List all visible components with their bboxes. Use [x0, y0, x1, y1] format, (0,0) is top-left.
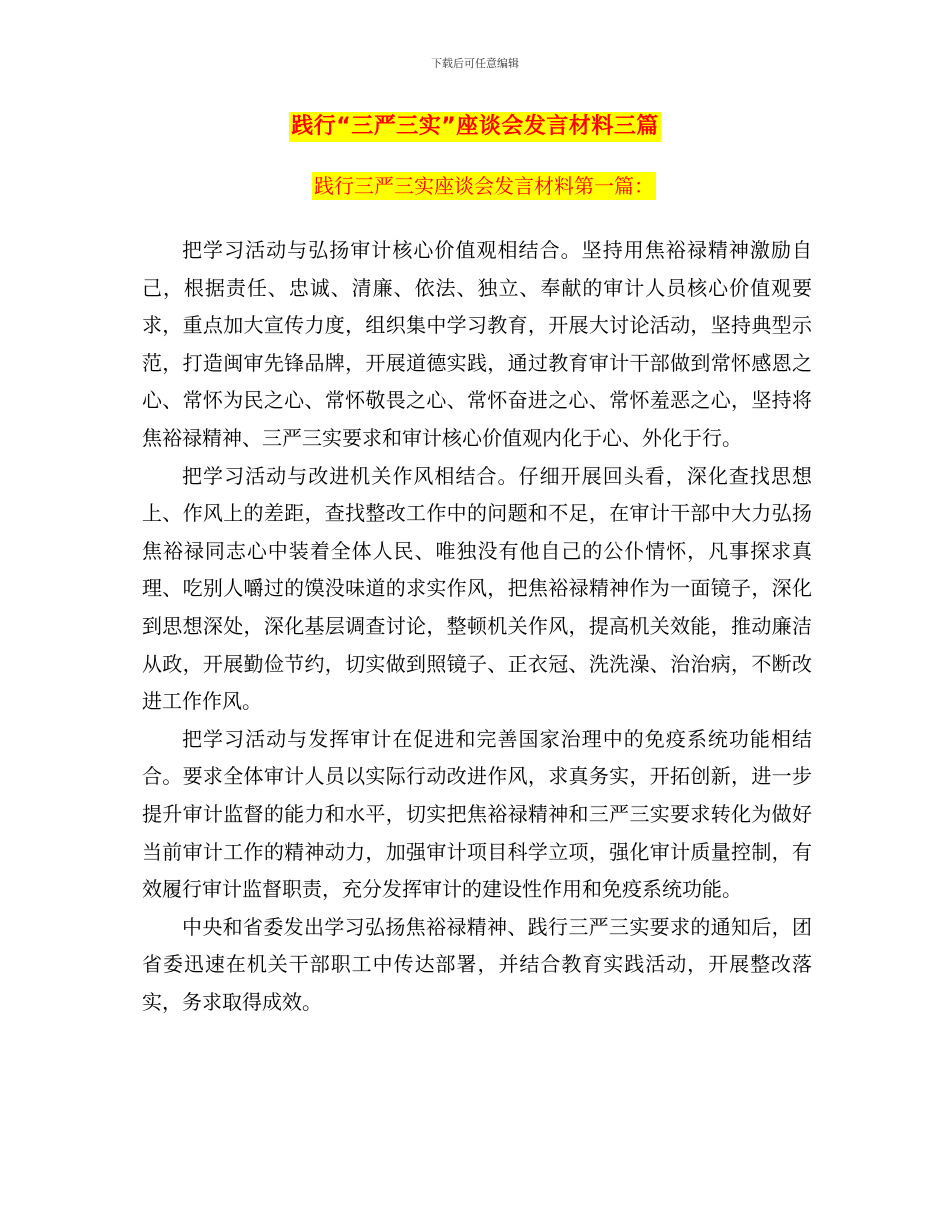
body-text — [142, 232, 812, 1021]
subtitle-container — [312, 172, 656, 200]
paragraph: 把学习活动与弘扬审计核心价值观相结合。坚持用焦裕禄精神激励自己，根据责任、忠诚、清廉、依法、独立、奉献的审计人员核心价值观要求，重点加大宣传力度，组织集中学习教育，开展大讨论活动，坚持典型示范，打造闽审先锋品牌，开展道德实践，通过教育审计干部做到常怀感恩之心、常怀为民之心、常怀敬畏之心、常怀奋进之心、常怀羞恶之心，坚持将焦裕禄精神、三严三实要求和审计核心价值观内化于心、外化于行。 — [142, 238, 812, 450]
paragraph: 把学习活动与改进机关作风相结合。仔细开展回头看，深化查找思想上、作风上的差距，查找整改工作中的问题和不足，在审计干部中大力弘扬焦裕禄同志心中装着全体人民、唯独没有他自己的公仆情怀，凡事探求真理、吃别人嚼过的馍没味道的求实作风，把焦裕禄精神作为一面镜子，深化到思想深处，深化基层调查讨论，整顿机关作风，提高机关效能，推动廉洁从政，开展勤俭节约，切实做到照镜子、正衣冠、洗洗澡、治治病，不断改进工作作风。 — [142, 463, 812, 714]
paragraph: 中央和省委发出学习弘扬焦裕禄精神、践行三严三实要求的通知后，团省委迅速在机关干部职工中传达部署，并结合教育实践活动，开展整改落实，务求取得成效。 — [142, 914, 812, 1014]
document-title: 践行“三严三实”座谈会发言材料三篇 — [289, 112, 660, 142]
document-subtitle: 践行三严三实座谈会发言材料第一篇： — [314, 174, 654, 198]
title-container — [0, 112, 950, 142]
header-note: 下载后可任意编辑 — [431, 57, 519, 70]
paragraph: 把学习活动与发挥审计在促进和完善国家治理中的免疫系统功能相结合。要求全体审计人员以实际行动改进作风，求真务实，开拓创新，进一步提升审计监督的能力和水平，切实把焦裕禄精神和三严三实要求转化为做好当前审计工作的精神动力，加强审计项目科学立项，强化审计质量控制，有效履行审计监督职责，充分发挥审计的建设性作用和免疫系统功能。 — [142, 726, 812, 902]
